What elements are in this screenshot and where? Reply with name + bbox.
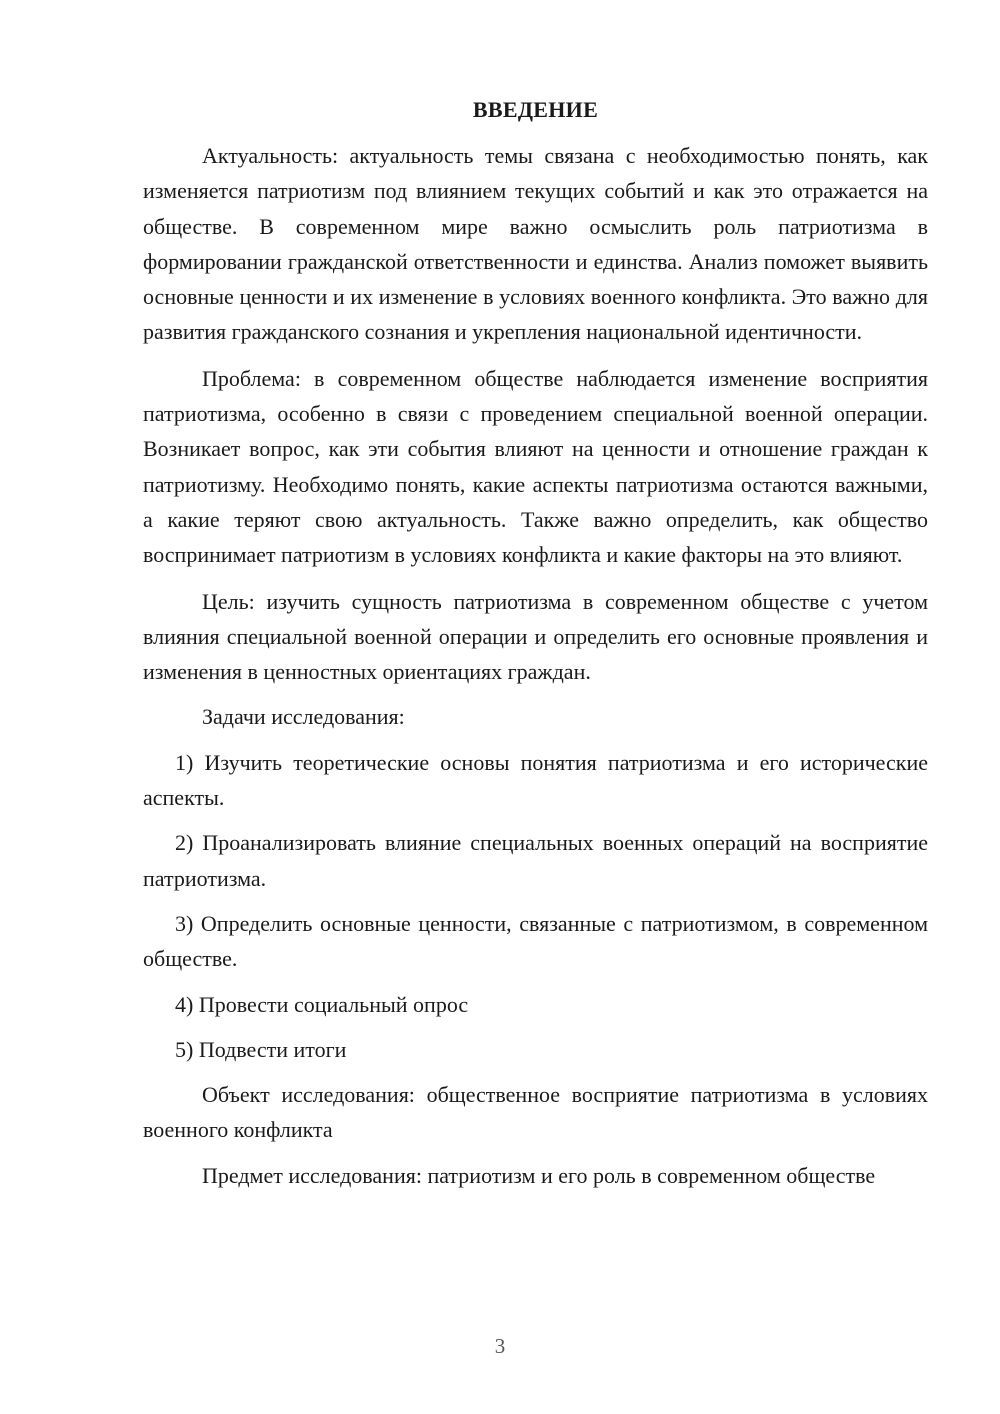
task-item-2: 2) Проанализировать влияние специальных военных операций на восприятие патриотизма. bbox=[143, 830, 928, 891]
task-item-5: 5) Подвести итоги bbox=[175, 1036, 347, 1062]
task-item-3: 3) Определить основные ценности, связанные с патриотизмом, в современном обществе. bbox=[143, 910, 928, 972]
task-item-4: 4) Провести социальный опрос bbox=[175, 991, 469, 1017]
paragraph-tasks-heading: Задачи исследования: bbox=[202, 704, 405, 730]
paragraph-relevance: Актуальность: актуальность темы связана с необходимостью понять, как изменяется патриотизм под влиянием текущих событий и как это отражается на обществе. В современном мире важно осмыслить роль патриотизма в формировании гражданской ответственности и единства. Анализ поможет выявить основные ценности и их изменение в условиях военного конфликта. Это важно для развития гражданского сознания и укрепления национальной идентичности. bbox=[143, 143, 928, 345]
task-item-1: 1) Изучить теоретические основы понятия патриотизма и его исторические аспекты. bbox=[143, 749, 928, 811]
paragraph-goal: Цель: изучить сущность патриотизма в современном обществе с учетом влияния специальной военной операции и определить его основные проявления и изменения в ценностных ориентациях граждан. bbox=[143, 588, 928, 685]
page-title: ВВЕДЕНИЕ bbox=[472, 97, 599, 122]
paragraph-problem: Проблема: в современном обществе наблюдается изменение восприятия патриотизма, особенно в связи с проведением специальной военной операции. Возникает вопрос, как эти события влияют на ценности и отношение граждан к патриотизму. Необходимо понять, какие аспекты патриотизма остаются важными, а какие теряют свою актуальность. Также важно определить, как общество воспринимает патриотизм в условиях конфликта и какие факторы на это влияют. bbox=[143, 365, 928, 568]
document-page bbox=[143, 90, 928, 1193]
paragraph-object: Объект исследования: общественное восприятие патриотизма в условиях военного конфликта bbox=[143, 1082, 928, 1143]
paragraph-subject: Предмет исследования: патриотизм и его роль в современном обществе bbox=[202, 1162, 876, 1188]
page-number: 3 bbox=[494, 1334, 506, 1358]
